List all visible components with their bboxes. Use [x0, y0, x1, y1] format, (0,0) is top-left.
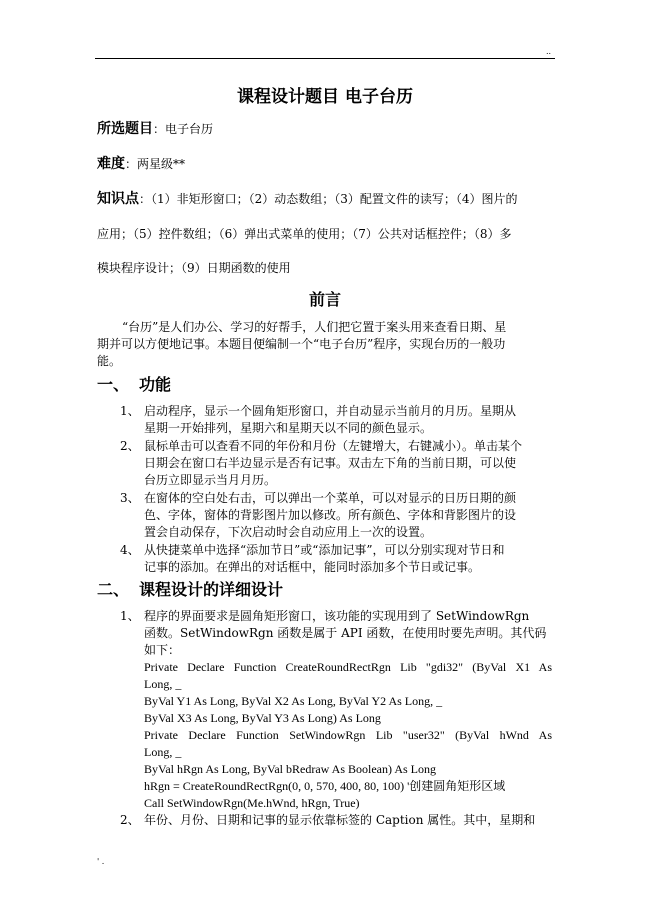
section-2-number: 二、: [97, 580, 130, 599]
code-line-7: ByVal hRgn As Long, ByVal bRedraw As Boolean) As Long: [144, 762, 436, 776]
header-mark: ..: [546, 47, 552, 56]
topic-line: [97, 121, 213, 137]
s1-item-2-line-2: 日期会在窗口右半边显示是否有记事。双击左下角的当前日期，可以使: [144, 456, 517, 470]
section-1-title: 功能: [139, 375, 172, 394]
topic-value: ：电子台历: [153, 122, 214, 136]
s1-item-3-line-3: 置会自动保存，下次启动时会自动应用上一次的设置。: [144, 525, 433, 539]
preface-line-3: 能。: [97, 354, 122, 368]
s1-item-2-line-3: 台历立即显示当月月历。: [144, 473, 277, 487]
s1-item-3-number: 3、: [120, 491, 140, 505]
s2-item-1-line-3: 如下：: [144, 643, 181, 657]
code-line-6: Long, _: [144, 745, 182, 759]
knowledge-line-2: 应用；（5）控件数组；（6）弹出式菜单的使用；（7）公共对话框控件；（8）多: [97, 227, 512, 241]
s2-item-2-number: 2、: [120, 813, 140, 827]
s1-item-3-line-1: 在窗体的空白处右击，可以弹出一个菜单，可以对显示的日历日期的颜: [144, 491, 517, 505]
knowledge-text-1: ：（1）非矩形窗口；（2）动态数组；（3）配置文件的读写；（4）图片的: [139, 192, 518, 206]
header-rule: [95, 58, 555, 59]
s1-item-2-number: 2、: [120, 439, 140, 453]
page-title: 课程设计题目 电子台历: [237, 87, 413, 107]
code-line-8: hRgn = CreateRoundRectRgn(0, 0, 570, 400, 80, 100) '创建圆角矩形区域: [144, 779, 506, 793]
preface-line-2: 期并可以方便地记事。本题目便编制一个“电子台历”程序，实现台历的一般功: [97, 337, 506, 351]
section-1-number: 一、: [97, 375, 130, 394]
code-line-3: ByVal Y1 As Long, ByVal X2 As Long, ByVal Y2 As Long, _: [144, 694, 443, 708]
difficulty-value: ：两星级**: [125, 157, 186, 171]
knowledge-label: 知识点: [97, 191, 139, 207]
section-2-heading: [97, 579, 283, 601]
difficulty-line: [97, 156, 185, 172]
preface-line-1: “台历”是人们办公、学习的好帮手，人们把它置于案头用来查看日期、星: [122, 320, 507, 334]
s1-item-1-line-2: 星期一开始排列，星期六和星期天以不同的颜色显示。: [144, 421, 433, 435]
s2-item-1-line-2: 函数。SetWindowRgn 函数是属于 API 函数，在使用时要先声明。其代码: [144, 626, 547, 640]
s1-item-4-line-2: 记事的添加。在弹出的对话框中，能同时添加多个节日或记事。: [144, 560, 481, 574]
s1-item-1-line-1: 启动程序，显示一个圆角矩形窗口，并自动显示当前月的月历。星期从: [144, 404, 517, 418]
s2-item-1-number: 1、: [120, 609, 140, 623]
code-line-2: Long, _: [144, 677, 182, 691]
s1-item-3-line-2: 色、字体，窗体的背影图片加以修改。所有颜色、字体和背影图片的设: [144, 508, 517, 522]
s2-item-1-line-1: 程序的界面要求是圆角矩形窗口，该功能的实现用到了 SetWindowRgn: [144, 609, 530, 623]
section-2-title: 课程设计的详细设计: [139, 580, 284, 599]
knowledge-line-3: 模块程序设计；（9）日期函数的使用: [97, 261, 291, 275]
footer-mark: ' .: [97, 857, 105, 866]
preface-heading: 前言: [308, 290, 341, 309]
code-line-9: Call SetWindowRgn(Me.hWnd, hRgn, True): [144, 796, 360, 810]
difficulty-label: 难度: [97, 156, 125, 172]
s1-item-1-number: 1、: [120, 404, 140, 418]
code-line-1: Private Declare Function CreateRoundRectRgn Lib "gdi32" (ByVal X1 As: [144, 660, 552, 674]
s1-item-2-line-1: 鼠标单击可以查看不同的年份和月份（左键增大，右键减小）。单击某个: [144, 439, 523, 453]
s2-item-2-line-1: 年份、月份、日期和记事的显示依靠标签的 Caption 属性。其中，星期和: [144, 813, 536, 827]
s1-item-4-number: 4、: [120, 543, 140, 557]
section-1-heading: [97, 374, 171, 396]
code-line-4: ByVal X3 As Long, ByVal Y3 As Long) As Long: [144, 711, 381, 725]
s1-item-4-line-1: 从快捷菜单中选择“添加节日”或“添加记事”，可以分别实现对节日和: [144, 543, 505, 557]
code-line-5: Private Declare Function SetWindowRgn Lib "user32" (ByVal hWnd As: [144, 728, 552, 742]
knowledge-line-1: [97, 191, 518, 207]
topic-label: 所选题目: [97, 121, 153, 137]
